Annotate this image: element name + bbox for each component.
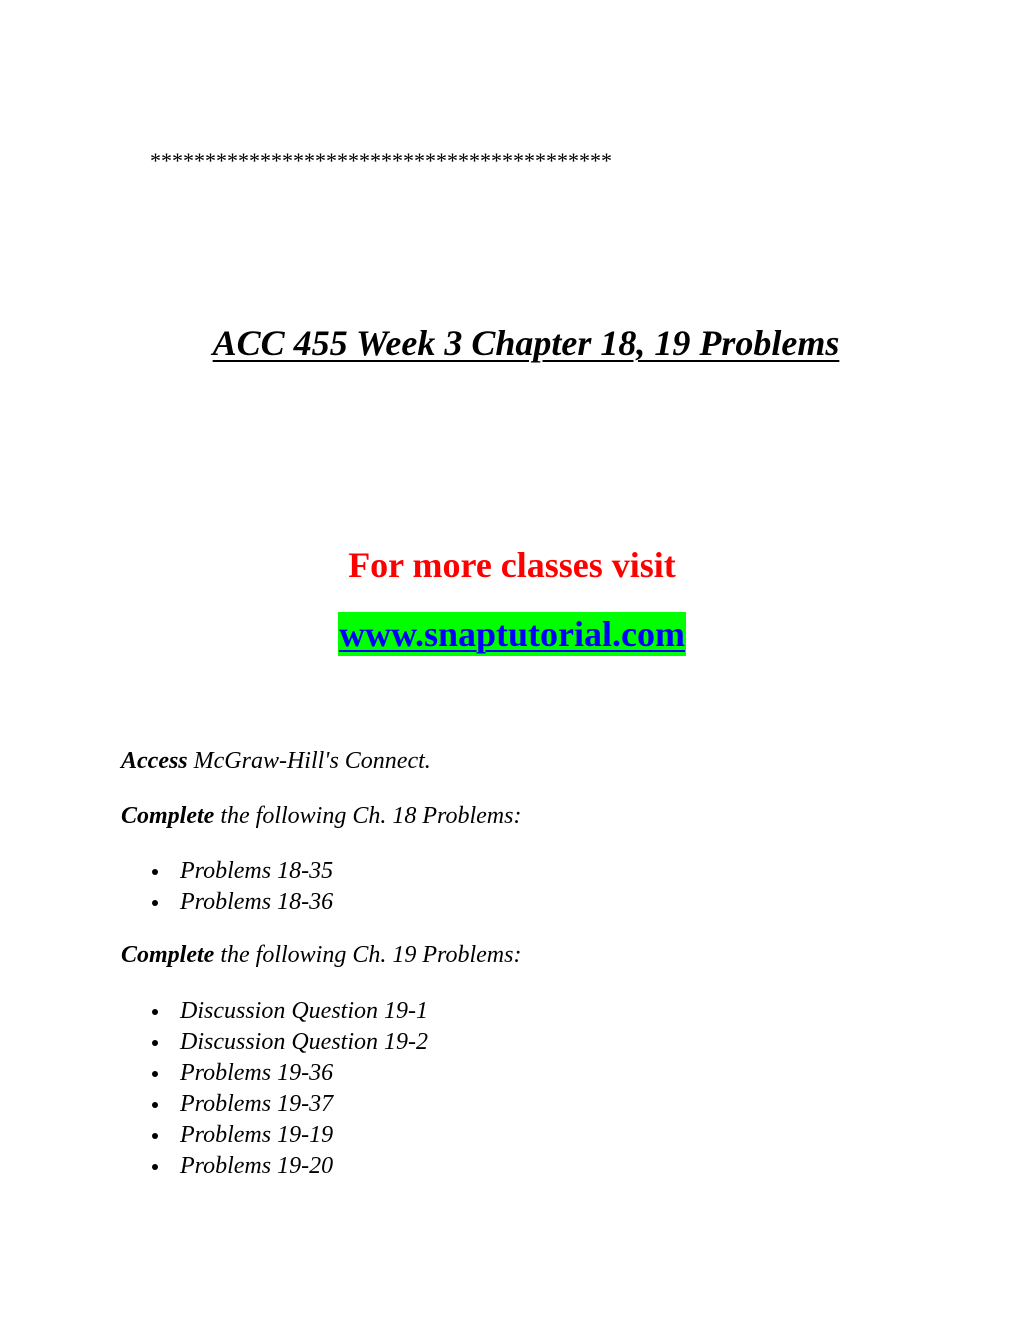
list-item-label: Problems 18-35 [180, 858, 334, 884]
list-item [121, 856, 333, 887]
list-item [121, 1120, 428, 1151]
bullet-icon [152, 1009, 158, 1015]
website-link[interactable]: www.snaptutorial.com [338, 614, 685, 654]
ch18-lead: Complete [121, 803, 215, 829]
list-item-label: Discussion Question 19-2 [180, 1029, 428, 1055]
access-paragraph [121, 748, 431, 775]
promo-text: For more classes visit [348, 545, 676, 585]
bullet-icon [152, 900, 158, 906]
list-item-label: Problems 19-19 [180, 1122, 334, 1148]
list-item-label: Problems 19-20 [180, 1153, 334, 1179]
bullet-icon [152, 1071, 158, 1077]
bullet-icon [152, 1133, 158, 1139]
list-item [121, 996, 428, 1027]
bullet-icon [152, 1102, 158, 1108]
list-item [121, 887, 333, 918]
list-item [121, 1027, 428, 1058]
list-item [121, 1089, 428, 1120]
ch18-problem-list [121, 856, 333, 918]
bullet-icon [152, 869, 158, 875]
bullet-icon [152, 1040, 158, 1046]
promo-link-container [0, 612, 1024, 656]
ch18-heading [121, 803, 521, 830]
ch19-text: the following Ch. 19 Problems: [214, 942, 522, 968]
access-text: McGraw-Hill's Connect. [187, 748, 431, 774]
page-title: ACC 455 Week 3 Chapter 18, 19 Problems [212, 323, 840, 363]
list-item [121, 1058, 428, 1089]
list-item-label: Problems 19-37 [180, 1091, 334, 1117]
ch19-problem-list [121, 996, 428, 1182]
ch19-lead: Complete [121, 942, 215, 968]
ch18-text: the following Ch. 18 Problems: [214, 803, 522, 829]
list-item-label: Discussion Question 19-1 [180, 998, 428, 1024]
list-item [121, 1151, 428, 1182]
ch19-heading [121, 942, 521, 969]
bullet-icon [152, 1164, 158, 1170]
access-lead: Access [121, 748, 188, 774]
list-item-label: Problems 18-36 [180, 889, 334, 915]
asterisk-divider: ****************************************** [150, 148, 612, 173]
list-item-label: Problems 19-36 [180, 1060, 334, 1086]
